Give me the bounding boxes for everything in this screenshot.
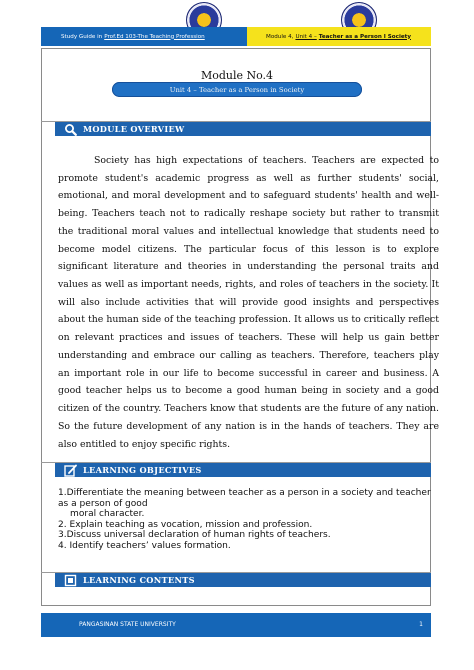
header-module [247, 27, 431, 46]
page-footer [41, 613, 431, 637]
objective-item: 1.Differentiate the meaning between teacher as a person in a society and teacher as a person of good [58, 488, 431, 509]
header-course-link[interactable]: Prof.Ed 103-The Teaching Profession [104, 33, 205, 40]
header-course [41, 27, 247, 46]
header-unit-link[interactable]: Unit 4 – [295, 33, 317, 40]
section-module-overview [55, 122, 431, 136]
objective-item: 4. Identify teachers’ values formation. [58, 540, 231, 551]
module-title: Module No.4 [200, 69, 274, 82]
footer-university: PANGASINAN STATE UNIVERSITY [79, 621, 176, 628]
unit-title-pill: Unit 4 – Teacher as a Person in Society [112, 82, 362, 97]
section-learning-objectives [55, 463, 431, 477]
objectives-list [58, 488, 438, 551]
pencil-note-icon [63, 463, 77, 477]
header-module-prefix: Module 4, [266, 33, 294, 40]
objective-item: 2. Explain teaching as vocation, mission and profession. [58, 519, 313, 530]
overview-paragraph [58, 152, 439, 453]
objective-item: moral character. [70, 509, 145, 520]
section-learning-contents [55, 573, 431, 587]
overview-text: Society has high expectations of teachers. Teachers are expected to promote student's academic progress as well as further students' social, emotional, and moral development and to safeguard students' health and well-being. Teachers teach not to radically reshape society but rather to transmit the traditional moral values and intellectual knowledge that students need to become model citizens. The particular focus of this lesson is to explore significant literature and theories in understanding the personal traits and values as well as important needs, rights, and roles of teachers in the society. It will also include activities that will provide good insights and perspectives about the human side of the teaching profession. It allows us to critically reflect on relevant practices and issues of teachers. These will help us gain better understanding and embrace our calling as teachers. Therefore, teachers play an important role in our life to become successful in career and business. A good teacher helps us to become a good human being in society and a good citizen of the country. Teachers know that students are the future of any nation. So the future development of any nation is in the hands of teachers. They are also entitled to enjoy specific rights. [58, 155, 439, 450]
header-course-prefix: Study Guide in [61, 33, 103, 40]
objective-item: 3.Discuss universal declaration of human rights of teachers. [58, 530, 331, 541]
book-icon [63, 573, 77, 587]
section-title: LEARNING CONTENTS [83, 575, 195, 585]
magnifier-icon [63, 122, 77, 136]
header-unit-title[interactable]: Teacher as a Person I Society [318, 33, 411, 40]
section-title: LEARNING OBJECTIVES [83, 465, 202, 475]
section-title: MODULE OVERVIEW [83, 124, 185, 134]
page-header [41, 27, 431, 46]
page-number: 1 [419, 621, 423, 628]
